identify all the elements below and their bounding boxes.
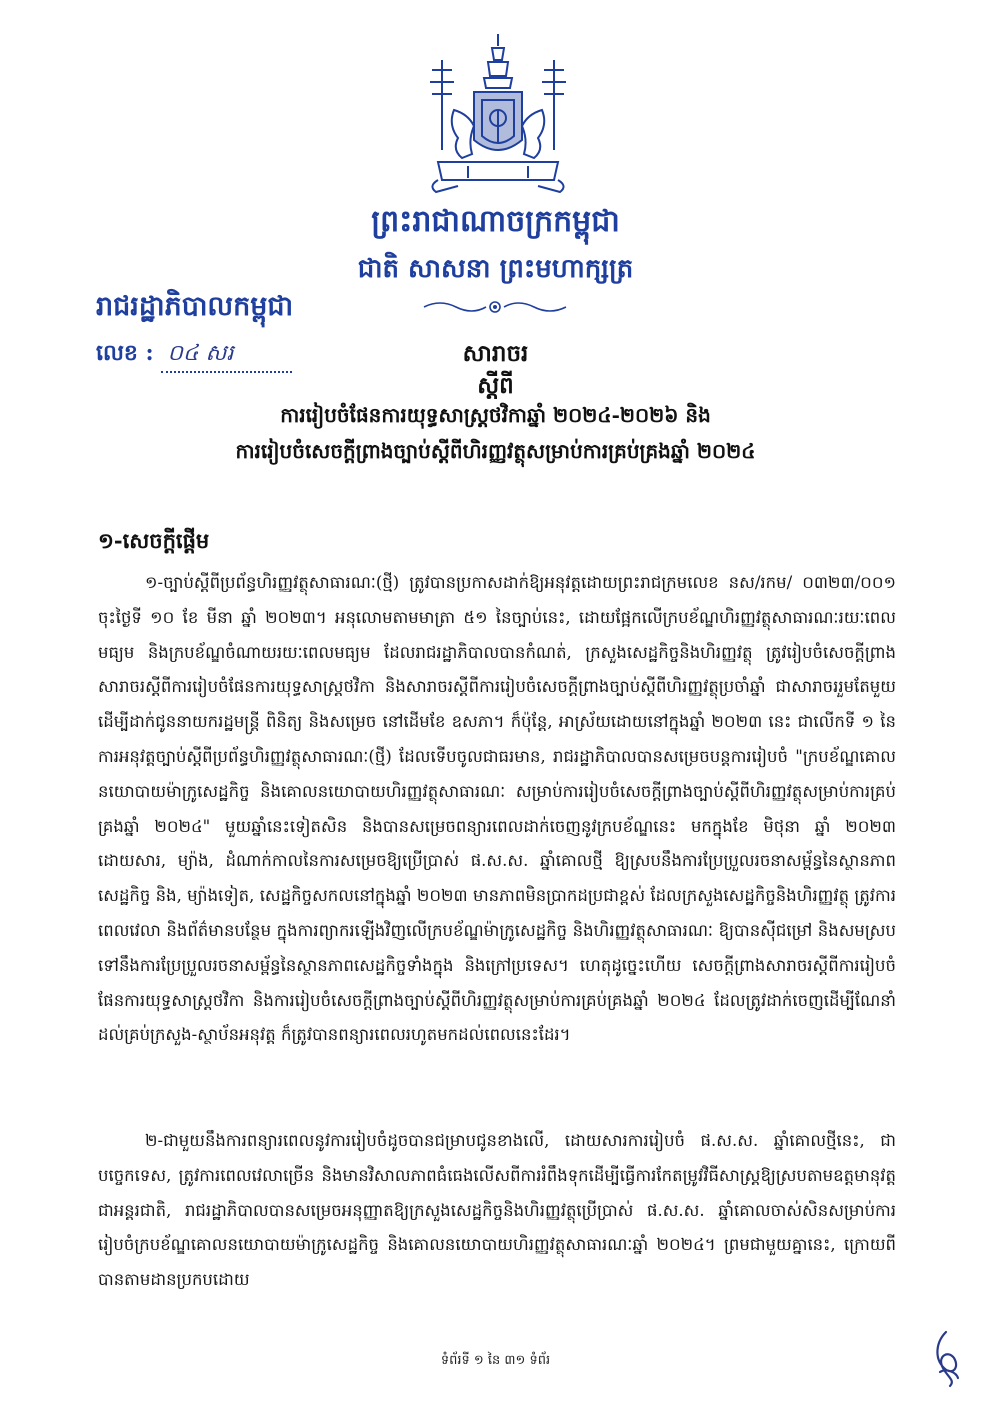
kingdom-title: ព្រះរាជាណាចក្រកម្ពុជា: [371, 204, 620, 239]
national-motto: ជាតិ សាសនា ព្រះមហាក្សត្រ: [357, 254, 634, 284]
issuing-government: រាជរដ្ឋាភិបាលកម្ពុជា: [96, 291, 294, 322]
body-paragraph-1: ១-ច្បាប់ស្តីពីប្រព័ន្ធហិរញ្ញវត្ថុសាធារណៈ(ថ្មី) ត្រូវបានប្រកាសដាក់ឱ្យអនុវត្តដោយព្រះរាជក្រមលេខ នស/រកម/ ០៣២៣/០០១ ចុះថ្ងៃទី ១០ ខែ មីនា ឆ្នាំ ២០២៣។ អនុលោមតាមមាត្រា ៥១ នៃច្បាប់នេះ, ដោយផ្អែកលើក្របខ័ណ្ឌហិរញ្ញវត្ថុសាធារណៈរយៈពេលមធ្យម និងក្របខ័ណ្ឌចំណាយរយៈពេលមធ្យម ដែលរាជរដ្ឋាភិបាលបានកំណត់, ក្រសួងសេដ្ឋកិច្ចនិងហិរញ្ញវត្ថុ ត្រូវរៀបចំសេចក្តីព្រាងសារាចរស្តីពីការរៀបចំផែនការយុទ្ធសាស្ត្រថវិកា និងសារាចរស្តីពីការរៀបចំសេចក្តីព្រាងច្បាប់ស្តីពីហិរញ្ញវត្ថុប្រចាំឆ្នាំ ជាសារាចររួមតែមួយ ដើម្បីដាក់ជូននាយករដ្ឋមន្ត្រី ពិនិត្យ និងសម្រេច នៅដើមខែ ឧសភា។ ក៏ប៉ុន្តែ, អាស្រ័យដោយនៅក្នុងឆ្នាំ ២០២៣ នេះ ជាលើកទី ១ នៃការអនុវត្តច្បាប់ស្តីពីប្រព័ន្ធហិរញ្ញវត្ថុសាធារណៈ(ថ្មី) ដែលទើបចូលជាធរមាន, រាជរដ្ឋាភិបាលបានសម្រេចបន្តការរៀបចំ "ក្របខ័ណ្ឌគោលនយោបាយម៉ាក្រូសេដ្ឋកិច្ច និងគោលនយោបាយហិរញ្ញវត្ថុសាធារណៈ សម្រាប់ការរៀបចំសេចក្តីព្រាងច្បាប់ស្តីពីហិរញ្ញវត្ថុសម្រាប់ការគ្រប់គ្រងឆ្នាំ ២០២៤" មួយឆ្នាំនេះទៀតសិន និងបានសម្រេចពន្យារពេលដាក់ចេញនូវក្របខ័ណ្ឌនេះ មកក្នុងខែ មិថុនា ឆ្នាំ ២០២៣ ដោយសារ, ម្យ៉ាង, ដំណាក់កាលនៃការសម្រេចឱ្យប្រើប្រាស់ ផ.ស.ស. ឆ្នាំគោលថ្មី ឱ្យស្របនឹងការប្រែប្រួលរចនាសម្ព័ន្ធនៃស្ថានភាពសេដ្ឋកិច្ច និង, ម្យ៉ាងទៀត, សេដ្ឋកិច្ចសកលនៅក្នុងឆ្នាំ ២០២៣ មានភាពមិនប្រាកដប្រជាខ្ពស់ ដែលក្រសួងសេដ្ឋកិច្ចនិងហិរញ្ញវត្ថុ ត្រូវការពេលវេលា និងព័ត៌មានបន្ថែម ក្នុងការព្យាករឡើងវិញលើក្របខ័ណ្ឌម៉ាក្រូសេដ្ឋកិច្ច និងហិរញ្ញវត្ថុសាធារណៈ ឱ្យបានសុីជម្រៅ និងសមស្របទៅនឹងការប្រែប្រួលរចនាសម្ព័ន្ធនៃស្ថានភាពសេដ្ឋកិច្ចទាំងក្នុង និងក្រៅប្រទេស។ ហេតុដូច្នេះហើយ សេចក្តីព្រាងសារាចរស្តីពីការរៀបចំផែនការយុទ្ធសាស្ត្រថវិកា និងការរៀបចំសេចក្តីព្រាងច្បាប់ស្តីពីហិរញ្ញវត្ថុសម្រាប់ការគ្រប់គ្រងឆ្នាំ ២០២៤ ដែលត្រូវដាក់ចេញដើម្បីណែនាំដល់គ្រប់ក្រសួង-ស្ថាប័នអនុវត្ត ក៏ត្រូវបានពន្យារពេលរហូតមកដល់ពេលនេះដែរ។: [98, 573, 896, 1045]
document-type: សារាចរ: [462, 340, 529, 367]
ornament-divider-icon: [420, 296, 570, 318]
document-number-value: ០៤ សរ: [161, 339, 292, 373]
body-paragraph-2: ២-ជាមួយនឹងការពន្យារពេលនូវការរៀបចំដូចបានជម្រាបជូនខាងលើ, ដោយសារការរៀបចំ ផ.ស.ស. ឆ្នាំគោលថ្មីនេះ, ជាបច្ចេកទេស, ត្រូវការពេលវេលាច្រើន និងមានវិសាលភាពធំធេងលើសពីការរំពឹងទុកដើម្បីធ្វើការកែតម្រូវវិធីសាស្ត្រឱ្យស្របតាមឧត្តមានុវត្តជាអន្តរជាតិ, រាជរដ្ឋាភិបាលបានសម្រេចអនុញ្ញាតឱ្យក្រសួងសេដ្ឋកិច្ចនិងហិរញ្ញវត្ថុប្រើប្រាស់ ផ.ស.ស. ឆ្នាំគោលចាស់សិនសម្រាប់ការរៀបចំក្របខ័ណ្ឌគោលនយោបាយម៉ាក្រូសេដ្ឋកិច្ច និងគោលនយោបាយហិរញ្ញវត្ថុសាធារណៈឆ្នាំ ២០២៤។ ព្រមជាមួយគ្នានេះ, ក្រោយពីបានតាមដានប្រកបដោយ: [98, 1131, 896, 1290]
document-about: ស្តីពី: [477, 372, 514, 399]
page-number: ទំព័រទី ១ នៃ ៣១ ទំព័រ: [440, 1353, 551, 1368]
document-number-label: លេខ :: [96, 340, 154, 366]
section-heading: ១-សេចក្តីផ្តើម: [98, 528, 210, 553]
royal-emblem-icon: [418, 30, 578, 200]
document-title-line-1: ការរៀបចំផែនការយុទ្ធសាស្ត្រថវិកាឆ្នាំ ២០២៤-២០២៦ និង: [280, 403, 711, 427]
handwritten-initial-signature: [926, 1328, 966, 1390]
document-title-line-2: ការរៀបចំសេចក្តីព្រាងច្បាប់ស្តីពីហិរញ្ញវត្ថុសម្រាប់ការគ្រប់គ្រងឆ្នាំ ២០២៤: [235, 439, 756, 463]
